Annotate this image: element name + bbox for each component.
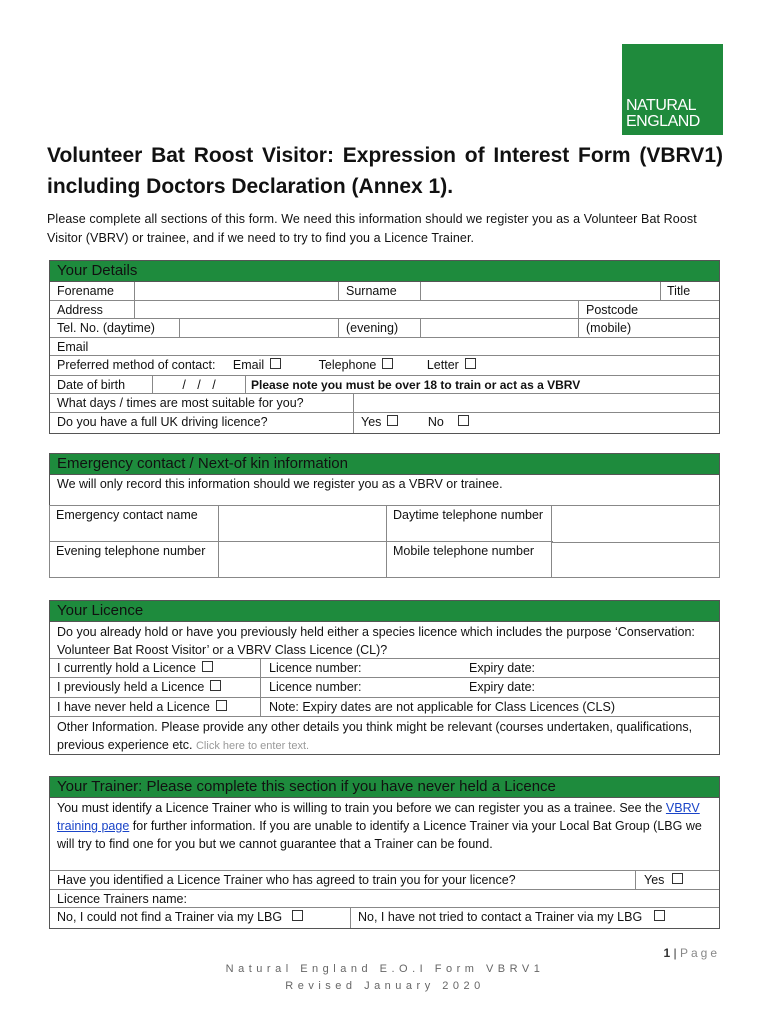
current-checkbox[interactable]	[202, 661, 213, 672]
email-label: Email	[57, 340, 89, 354]
not-found-label: No, I could not find a Trainer via my LBG	[57, 910, 283, 924]
not-tried-checkbox[interactable]	[654, 910, 665, 921]
trainer-intro	[50, 798, 719, 854]
title-label: Title	[660, 282, 716, 300]
other-info	[50, 717, 719, 756]
days-label: What days / times are most suitable for you?	[57, 396, 304, 410]
forename-label: Forename	[57, 284, 114, 298]
contact-name-field[interactable]	[218, 506, 386, 542]
section-heading: Your Details	[50, 261, 719, 282]
telephone-checkbox[interactable]	[382, 358, 393, 369]
surname-label: Surname	[338, 282, 420, 300]
opt-phone-label: Telephone	[318, 358, 377, 372]
address-label: Address	[57, 303, 103, 317]
form-title: Volunteer Bat Roost Visitor: Expression of Interest Form (VBRV1) including Doctors Declaration (Annex 1).	[47, 144, 723, 198]
dob-field[interactable]: / / /	[152, 376, 245, 393]
tel-day-field[interactable]	[179, 319, 338, 337]
email-checkbox[interactable]	[270, 358, 281, 369]
licence-question: Do you already hold or have you previously held either a species licence which includes the purpose ‘Conservation: Volunteer Bat Roost Visitor’ or a VBRV Class Licence (CL)?	[57, 625, 695, 657]
identified-yes-label: Yes	[644, 873, 665, 887]
previous-checkbox[interactable]	[210, 680, 221, 691]
emergency-contacts-grid	[49, 505, 552, 578]
section-heading: Your Licence	[50, 601, 719, 622]
previous-licence-option	[50, 678, 260, 697]
natural-england-logo	[622, 44, 723, 135]
emergency-table	[49, 453, 720, 506]
forename-field[interactable]	[134, 282, 338, 300]
driving-licence-options	[353, 413, 721, 433]
section-heading: Emergency contact / Next-of kin information	[50, 454, 719, 475]
other-info-label: Other Information. Please provide any other details you think might be relevant (courses undertaken, qualifications, previous experience etc.	[57, 720, 693, 752]
tel-mobile-field[interactable]	[610, 319, 721, 337]
never-checkbox[interactable]	[216, 700, 227, 711]
surname-field[interactable]	[420, 282, 660, 300]
tel-evening-field[interactable]	[420, 319, 578, 337]
identified-yes-checkbox[interactable]	[672, 873, 683, 884]
trainer-intro-2: for further information. If you are unable to identify a Licence Trainer via your Local Bat Group (LBG we will try to find one for you but we cannot guarantee that a Trainer can be found.	[57, 819, 702, 851]
tel-day-label: Tel. No. (daytime)	[57, 321, 155, 335]
postcode-label: Postcode	[578, 301, 664, 318]
not-tried-label: No, I have not tried to contact a Trainer via my LBG	[358, 910, 643, 924]
your-details-table	[49, 260, 720, 434]
mob-phone-label: Mobile telephone number	[386, 542, 553, 577]
not-found-checkbox[interactable]	[292, 910, 303, 921]
logo-line-2: ENGLAND	[626, 113, 700, 130]
emergency-note: We will only record this information should we register you as a VBRV or trainee.	[57, 477, 503, 491]
logo-line-1: NATURAL	[626, 97, 696, 114]
dob-label: Date of birth	[57, 378, 126, 392]
no-checkbox[interactable]	[458, 415, 469, 426]
preferred-label: Preferred method of contact:	[57, 358, 216, 372]
letter-checkbox[interactable]	[465, 358, 476, 369]
trainer-intro-1: You must identify a Licence Trainer who is willing to train you before we can register you as a trainee. See the	[57, 801, 663, 815]
not-tried-option	[350, 908, 721, 928]
footer-line-1: Natural England E.O.I Form VBRV1	[225, 963, 545, 975]
eve-phone-field[interactable]	[218, 542, 386, 577]
yes-label: Yes	[361, 415, 382, 429]
your-trainer-table	[49, 776, 720, 929]
yes-checkbox[interactable]	[387, 415, 398, 426]
eve-phone-label: Evening telephone number	[56, 544, 206, 558]
page-num: 1	[663, 946, 671, 960]
never-licence-option	[50, 698, 260, 716]
days-field[interactable]	[353, 394, 721, 412]
previous-number-label: Licence number:	[260, 678, 465, 697]
page-number: 1 | Page	[663, 946, 720, 960]
page-label: Page	[679, 946, 720, 960]
opt-email-label: Email	[232, 358, 265, 372]
your-licence-table	[49, 600, 720, 755]
not-found-option	[50, 908, 350, 928]
no-label: No	[427, 415, 444, 429]
current-number-label: Licence number:	[260, 659, 465, 677]
expiry-note: Note: Expiry dates are not applicable for Class Licences (CLS)	[260, 698, 721, 716]
day-phone-label: Daytime telephone number	[386, 506, 553, 542]
tel-evening-label: (evening)	[338, 319, 420, 337]
trainer-name-label: Licence Trainers name:	[57, 892, 187, 906]
tel-mobile-label: (mobile)	[578, 319, 660, 337]
footer-line-2: Revised January 2020	[285, 980, 485, 992]
preferred-contact-row	[50, 356, 719, 375]
address-field[interactable]	[134, 301, 578, 318]
identified-question: Have you identified a Licence Trainer who has agreed to train you for your licence?	[57, 873, 516, 887]
current-expiry-label: Expiry date:	[469, 661, 536, 675]
vbrv-training-link[interactable]: VBRV training page	[57, 801, 700, 833]
identified-yes-option	[635, 871, 721, 889]
driving-licence-label: Do you have a full UK driving licence?	[57, 415, 268, 429]
intro-text: Please complete all sections of this form. We need this information should we register you as a Volunteer Bat Roost Visitor (VBRV) or trainee, and if we need to try to find you a Licence Trainer.	[47, 212, 697, 245]
phone-fields[interactable]	[552, 505, 720, 578]
opt-letter-label: Letter	[426, 358, 459, 372]
other-info-input[interactable]: Click here to enter text.	[195, 740, 310, 752]
previous-label: I previously held a Licence	[57, 680, 205, 694]
current-label: I currently hold a Licence	[57, 661, 196, 675]
age-note: Please note you must be over 18 to train or act as a VBRV	[245, 376, 721, 393]
contact-name-label: Emergency contact name	[50, 506, 218, 542]
current-licence-option	[50, 659, 260, 677]
never-label: I have never held a Licence	[57, 700, 210, 714]
section-heading: Your Trainer: Please complete this section if you have never held a Licence	[50, 777, 719, 798]
previous-expiry-label: Expiry date:	[469, 680, 536, 694]
